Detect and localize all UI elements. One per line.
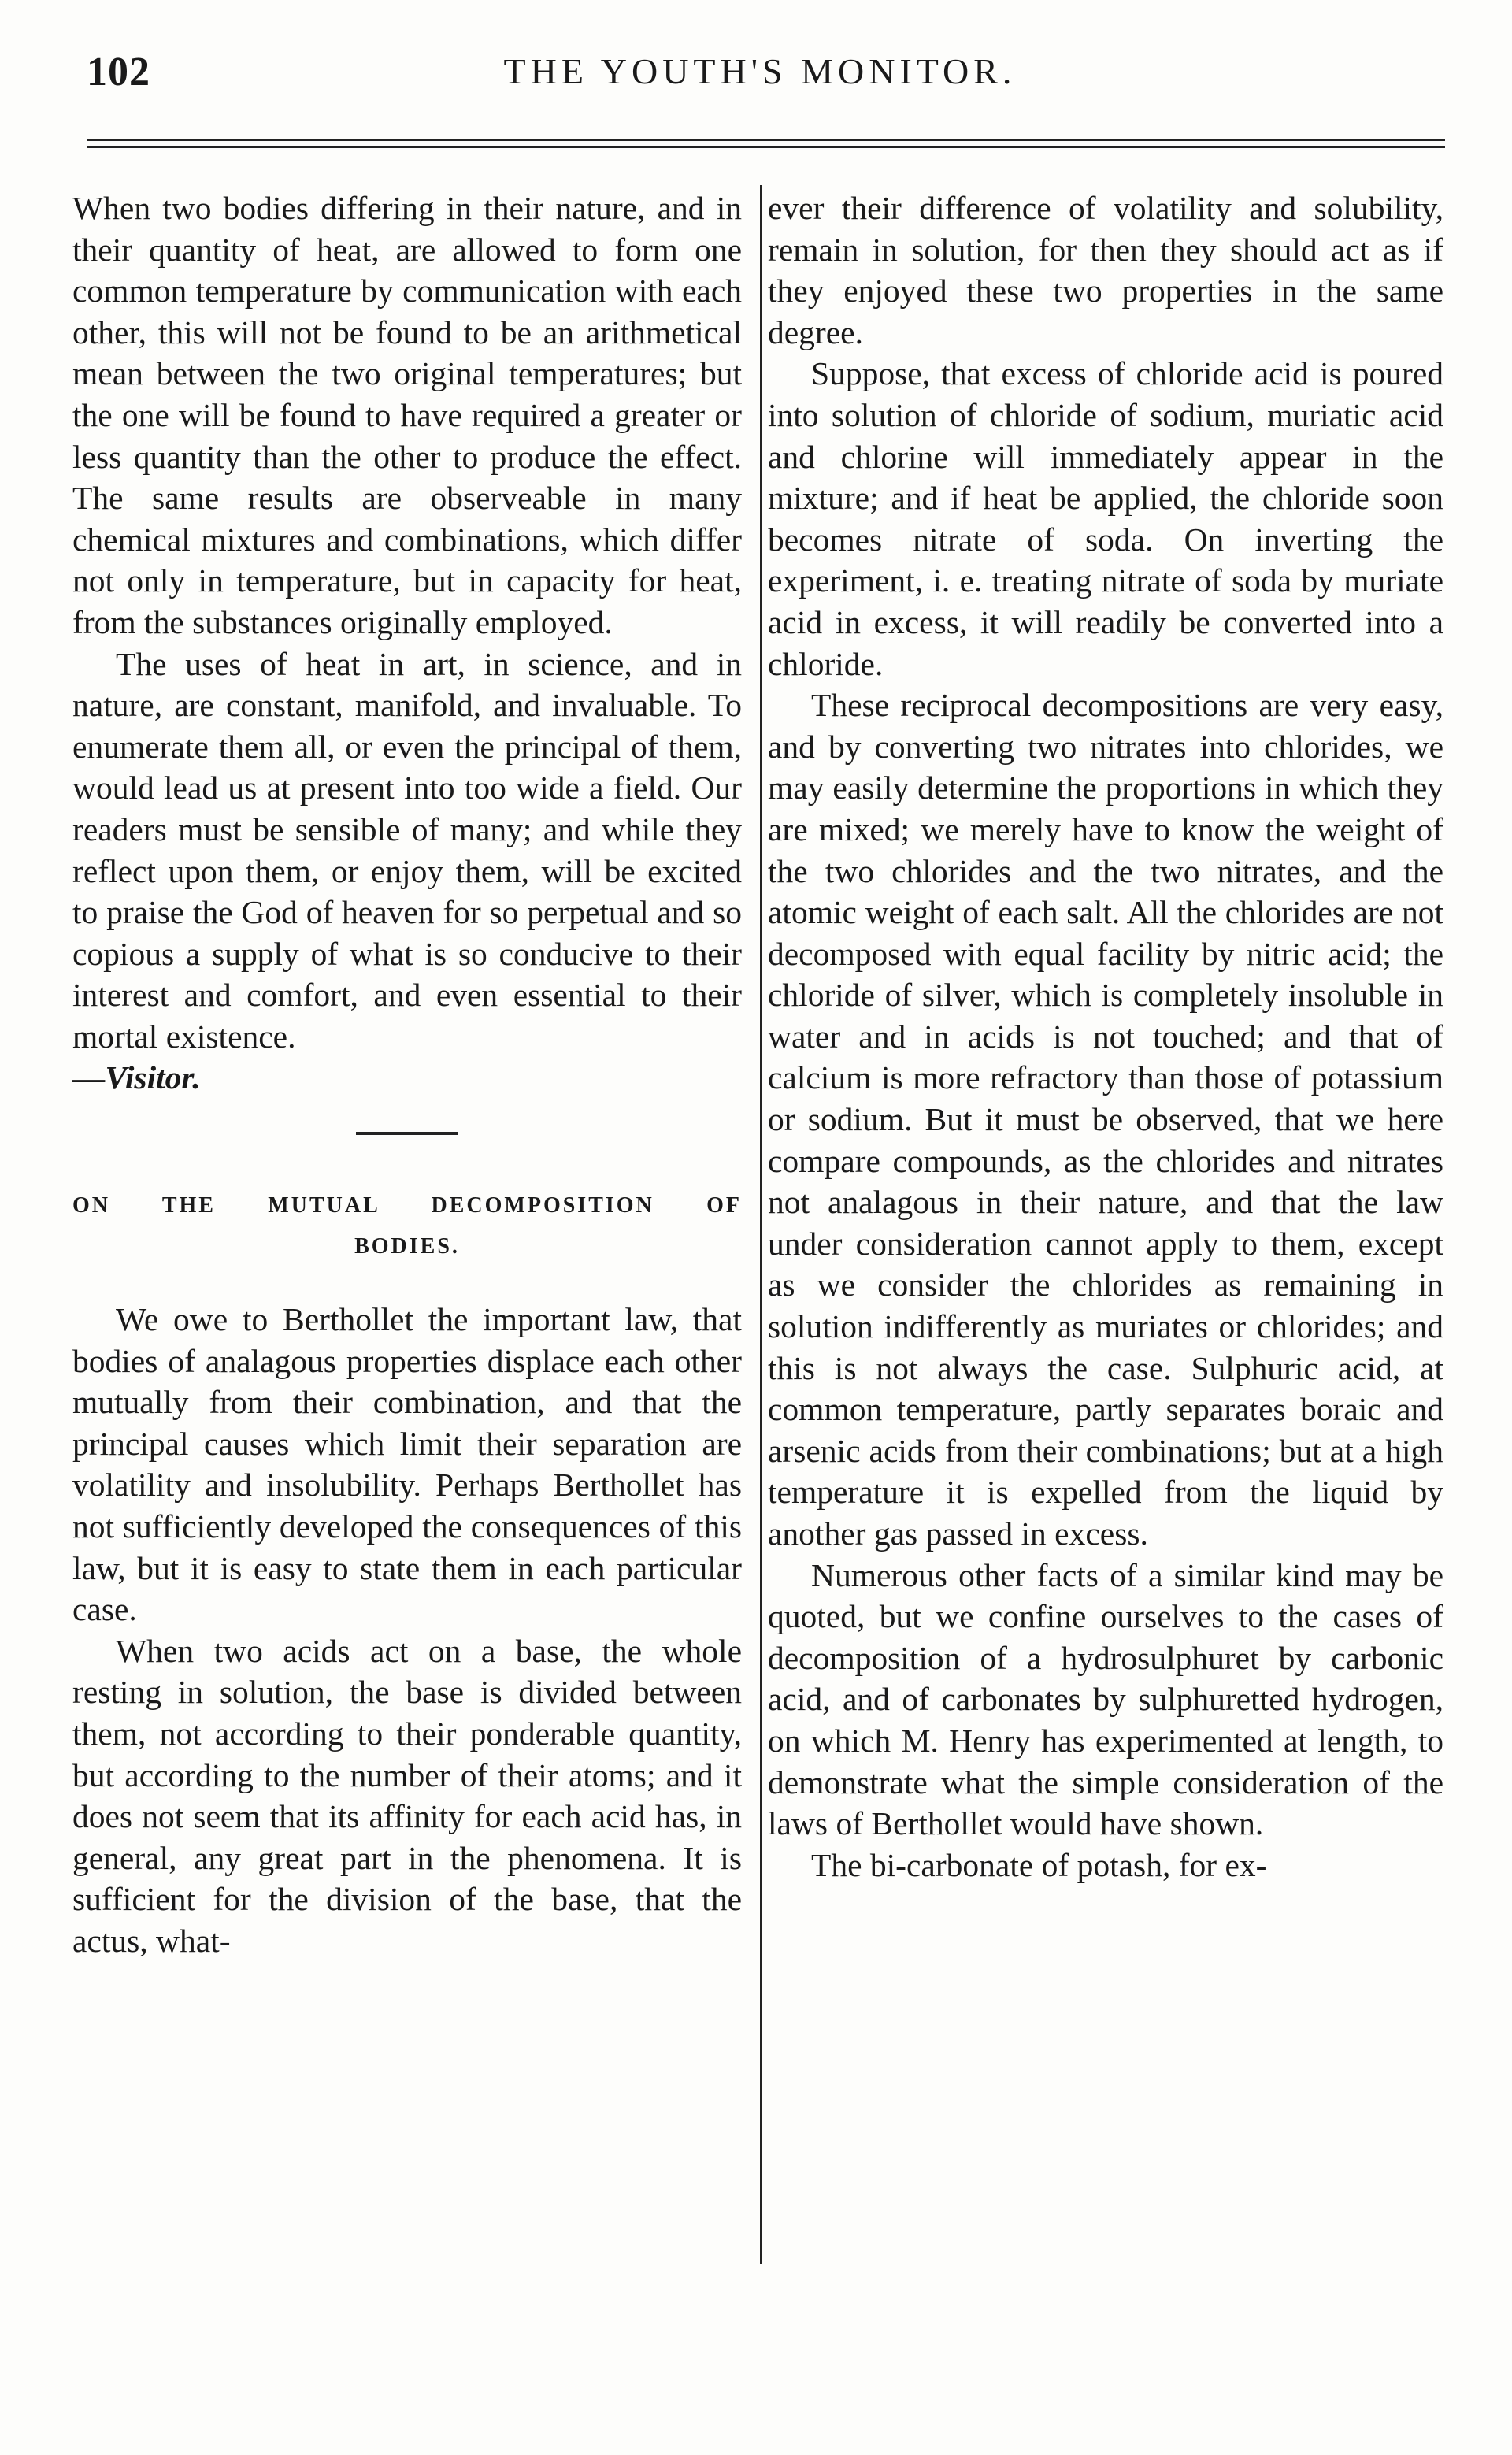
paragraph: When two bodies differing in their nature, and in their quantity of heat, are allowed to form one common temperature by communication with each other, this will not be found to be an arithmetical mean between the two original temperatures; but the one will be found to have required a greater or less quantity than the other to produce the effect. The same results are observeable in many chemical mixtures and combinations, which differ not only in temperature, but in capacity for heat, from the substances originally employed.	[72, 190, 742, 640]
paragraph: When two acids act on a base, the whole resting in solution, the base is divided between them, not according to their ponderable quantity, but according to the number of their atoms; and it does not seem that its affinity for each acid has, in general, any great part in the phenomena. It is sufficient for the division of the base, that the actus, what-	[72, 1632, 742, 1959]
running-title: THE YOUTH'S MONITOR.	[503, 51, 1017, 91]
paragraph: ever their difference of volatility and solubility, remain in solution, for then they should act as if they enjoyed these two properties in the same degree.	[768, 190, 1443, 350]
page-header	[87, 49, 1433, 104]
left-column	[72, 187, 742, 1962]
paragraph: Numerous other facts of a similar kind may be quoted, but we confine ourselves to the cases of decomposition of a hydrosulphuret by carbonic acid, and of carbonates by sulphuretted hydrogen, on which M. Henry has experimented at length, to demonstrate what the simple consideration of the laws of Berthollet would have shown.	[768, 1556, 1443, 1842]
paragraph: The bi-carbonate of potash, for ex-	[811, 1846, 1267, 1883]
article-title-line-1: ON THE MUTUAL DECOMPOSITION OF	[72, 1193, 742, 1218]
article-signature: —Visitor.	[72, 1059, 201, 1096]
header-rule-bottom	[87, 146, 1445, 148]
article-title-line-2: BODIES.	[354, 1234, 460, 1259]
section-separator	[356, 1132, 458, 1135]
article-title	[72, 1185, 742, 1267]
header-rule-top	[87, 139, 1445, 141]
paragraph: Suppose, that excess of chloride acid is poured into solution of chloride of sodium, muriatic acid and chlorine will immediately appear in the mixture; and if heat be applied, the chloride soon becomes nitrate of soda. On inverting the experiment, i. e. treating nitrate of soda by muriate acid in excess, it will readily be converted into a chloride.	[768, 355, 1443, 682]
page-number: 102	[87, 50, 150, 95]
column-divider	[760, 185, 762, 2264]
paragraph: These reciprocal decompositions are very easy, and by converting two nitrates into chlorides, we may easily determine the proportions in which they are mixed; we merely have to know the weight of the two chlorides and the two nitrates, and the atomic weight of each salt. All the chlorides are not decomposed with equal facility by nitric acid; the chloride of silver, which is completely insoluble in water and in acids is not touched; and that of calcium is more refractory than those of potassium or sodium. But it must be observed, that we here compare compounds, as the chlorides and nitrates not analagous in their nature, and that the law under consideration cannot apply to them, except as we consider the chlorides as remaining in solution indifferently as muriates or chlorides; and this is not always the case. Sulphuric acid, at common temperature, partly separates boraic and arsenic acids from their combinations; but at a high temperature it is expelled from the liquid by another gas passed in excess.	[768, 687, 1443, 1552]
paragraph: The uses of heat in art, in science, and in nature, are constant, manifold, and invaluable. To enumerate them all, or even the principal of them, would lead us at present into too wide a field. Our readers must be sensible of many; and while they reflect upon them, or enjoy them, will be excited to praise the God of heaven for so perpetual and so copious a supply of what is so conducive to their interest and comfort, and even essential to their mortal existence.	[72, 645, 742, 1055]
right-column	[768, 187, 1443, 1886]
paragraph: We owe to Berthollet the important law, that bodies of analagous properties displace each other mutually from their combination, and that the principal causes which limit their separation are volatility and insolubility. Perhaps Berthollet has not sufficiently developed the consequences of this law, but it is easy to state them in each particular case.	[72, 1301, 742, 1628]
